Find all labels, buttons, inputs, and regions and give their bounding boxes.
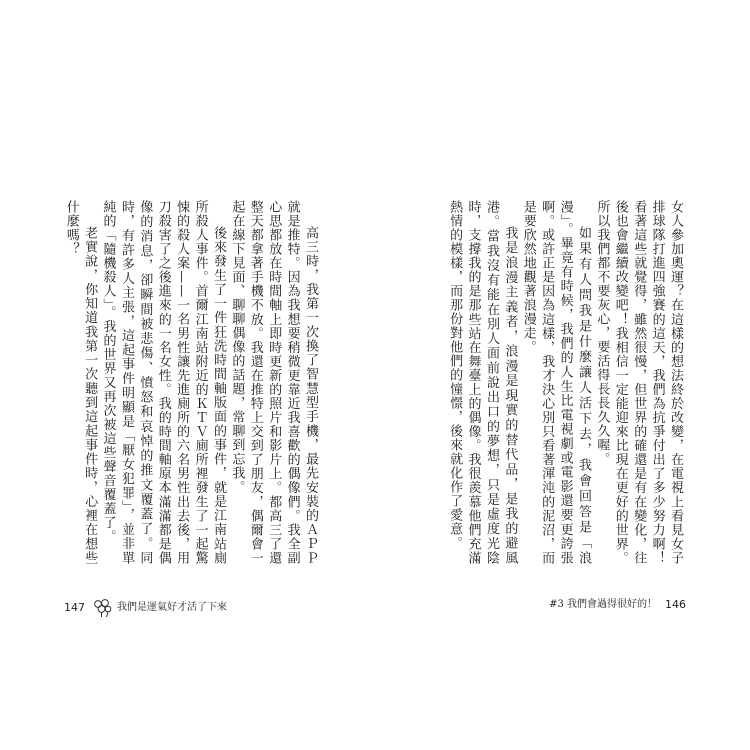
right-page-footer <box>549 598 686 612</box>
running-title: #3 我們會過得很好的！ <box>549 599 657 610</box>
running-title: 我們是運氣好才活了下來 <box>117 602 227 613</box>
paragraph: 後來發生了一件狂洗時間軸版面的事件，就是江南站廁所殺人事件。首爾江南站附近的ＫＴＶ廁所裡發生了一起驚悚的殺人案——一名男性讓先進廁所的六名男性出去後，用刀殺害了之後進來的一名女性。我的時間軸原本滿滿都是偶像的消息，卻瞬間被悲傷、憤怒和哀悼的推文覆蓋了。同時，有許多人主張，這起事件明顯是「厭女犯罪」，並非單純的「隨機殺人」。我的世界又再次被這些聲音覆蓋了。 <box>100 200 226 565</box>
left-page-body <box>64 200 319 565</box>
paragraph: 我是浪漫主義者，浪漫是現實的替代品，是我的避風港。當我沒有能在別人面前說出口的夢想，只是虛度光陰時，支撐我的是那些站在舞臺上的偶像。我很羨慕他們充滿熱情的模樣，而那份對他們的憧憬，後來就化作了愛意。 <box>447 200 518 565</box>
flower-logo-icon <box>91 598 113 618</box>
paragraph: 女人參加奧運？在這樣的想法終於改變，在電視上看見女子排球隊打進四強賽的這天，我們為抗爭付出了多少努力啊！看著這些就覺得，雖然很慢，但世界的確還是有在變化，往後也會繼續改變吧！我相信一定能迎來比現在更好的世界。所以我們都不要灰心，要活得長長久久喔。 <box>594 200 683 565</box>
paragraph: 如果有人問我是什麼讓人活下去，我會回答是「浪漫」。畢竟有時候，我們的人生比電視劇或電影還要更誇張啊。或許正是因為這樣，我才決心別只看著渾沌的泥沼，而是要欣然地觀著浪漫走。 <box>520 200 591 565</box>
page-number: 146 <box>665 598 686 611</box>
paragraph: 高三時，我第一次換了智慧型手機，最先安裝的ＡＰＰ就是推特。因為我想要稍微更靠近我喜歡的偶像們。我全副心思都放在時間軸上即時更新的照片和影片上。都高三了還整天都拿著手機不放。我還在推特上交到了朋友，偶爾會一起在線下見面、聊聊偶像的話題，常聊到忘我。 <box>229 200 318 565</box>
page-number: 147 <box>64 601 85 614</box>
right-page-body <box>438 200 684 565</box>
left-page-footer <box>64 598 227 618</box>
paragraph: 老實說，你知道我第一次聽到這起事件時，心裡在想些什麼嗎？ <box>64 200 98 565</box>
